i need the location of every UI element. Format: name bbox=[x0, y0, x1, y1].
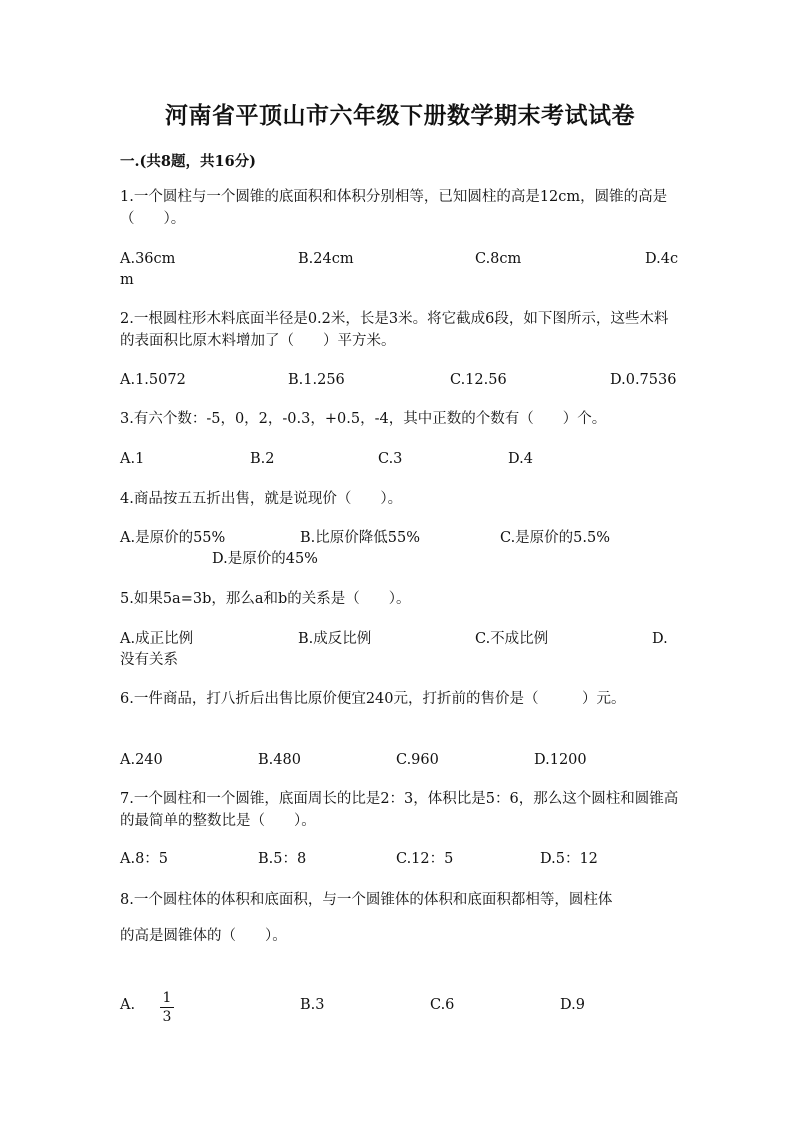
question-5-option-b[interactable]: B.成反比例 bbox=[298, 631, 372, 647]
question-1-option-b[interactable]: B.24cm bbox=[298, 251, 354, 267]
question-6-text: 6.一件商品，打八折后出售比原价便宜240元，打折前的售价是（ ）元。 bbox=[120, 691, 626, 707]
question-7-option-d[interactable]: D.5：12 bbox=[540, 851, 598, 867]
question-5-option-d-wrap: 没有关系 bbox=[120, 652, 178, 668]
question-6-option-a[interactable]: A.240 bbox=[120, 752, 163, 768]
fraction-bar bbox=[160, 1007, 174, 1008]
question-2-text: 2.一根圆柱形木料底面半径是0.2米，长是3米。将它截成6段，如下图所示，这些木料的表面积比原木料增加了（ ）平方米。 bbox=[120, 311, 669, 349]
question-5-option-d[interactable]: D. bbox=[652, 631, 668, 647]
question-5-option-a[interactable]: A.成正比例 bbox=[120, 631, 194, 647]
question-1-option-a[interactable]: A.36cm bbox=[120, 251, 176, 267]
question-4-option-b[interactable]: B.比原价降低55% bbox=[300, 530, 420, 546]
fraction-numerator: 1 bbox=[162, 990, 172, 1006]
question-3-option-d[interactable]: D.4 bbox=[508, 451, 533, 467]
question-6-option-d[interactable]: D.1200 bbox=[534, 752, 587, 768]
question-1-option-d[interactable]: D.4c bbox=[645, 251, 679, 267]
question-8-option-d[interactable]: D.9 bbox=[560, 997, 585, 1013]
question-7-text: 7.一个圆柱和一个圆锥，底面周长的比是2：3，体积比是5：6，那么这个圆柱和圆锥高的最简单的整数比是（ ）。 bbox=[120, 791, 679, 829]
question-2-option-c[interactable]: C.12.56 bbox=[450, 372, 507, 388]
question-8-option-a-fraction bbox=[160, 990, 174, 1025]
question-6-option-c[interactable]: C.960 bbox=[396, 752, 439, 768]
question-1-option-c[interactable]: C.8cm bbox=[475, 251, 522, 267]
question-4-option-d[interactable]: D.是原价的45% bbox=[212, 551, 318, 567]
question-1-text: 1.一个圆柱与一个圆锥的底面积和体积分别相等，已知圆柱的高是12cm，圆锥的高是（ ）。 bbox=[120, 189, 668, 227]
page-title: 河南省平顶山市六年级下册数学期末考试试卷 bbox=[165, 102, 635, 129]
question-2-option-d[interactable]: D.0.7536 bbox=[610, 372, 677, 388]
question-5-text: 5.如果5a=3b，那么a和b的关系是（ ）。 bbox=[120, 591, 411, 607]
question-4-text: 4.商品按五五折出售，就是说现价（ ）。 bbox=[120, 491, 403, 507]
fraction-denominator: 3 bbox=[162, 1009, 172, 1025]
question-8-option-b[interactable]: B.3 bbox=[300, 997, 325, 1013]
question-8-text-line1: 8.一个圆柱体的体积和底面积，与一个圆锥体的体积和底面积都相等，圆柱体 bbox=[120, 892, 613, 908]
question-8-option-c[interactable]: C.6 bbox=[430, 997, 455, 1013]
question-2-option-a[interactable]: A.1.5072 bbox=[120, 372, 186, 388]
question-4-option-a[interactable]: A.是原价的55% bbox=[120, 530, 226, 546]
question-3-text: 3.有六个数：-5，0，2，-0.3，+0.5，-4，其中正数的个数有（ ）个。 bbox=[120, 411, 607, 427]
question-3-option-c[interactable]: C.3 bbox=[378, 451, 403, 467]
question-4-option-c[interactable]: C.是原价的5.5% bbox=[500, 530, 611, 546]
question-2-option-b[interactable]: B.1.256 bbox=[288, 372, 345, 388]
question-7-option-b[interactable]: B.5：8 bbox=[258, 851, 307, 867]
question-6-option-b[interactable]: B.480 bbox=[258, 752, 301, 768]
question-8-text-line2: 的高是圆锥体的（ ）。 bbox=[120, 928, 287, 944]
question-3-option-a[interactable]: A.1 bbox=[120, 451, 145, 467]
question-1-option-d-wrap: m bbox=[120, 272, 134, 288]
question-7-option-c[interactable]: C.12：5 bbox=[396, 851, 454, 867]
question-3-option-b[interactable]: B.2 bbox=[250, 451, 275, 467]
question-5-option-c[interactable]: C.不成比例 bbox=[475, 631, 549, 647]
question-7-option-a[interactable]: A.8：5 bbox=[120, 851, 169, 867]
question-8-option-a[interactable]: A. bbox=[120, 997, 136, 1013]
section-heading: 一.(共8题，共16分) bbox=[120, 153, 257, 170]
